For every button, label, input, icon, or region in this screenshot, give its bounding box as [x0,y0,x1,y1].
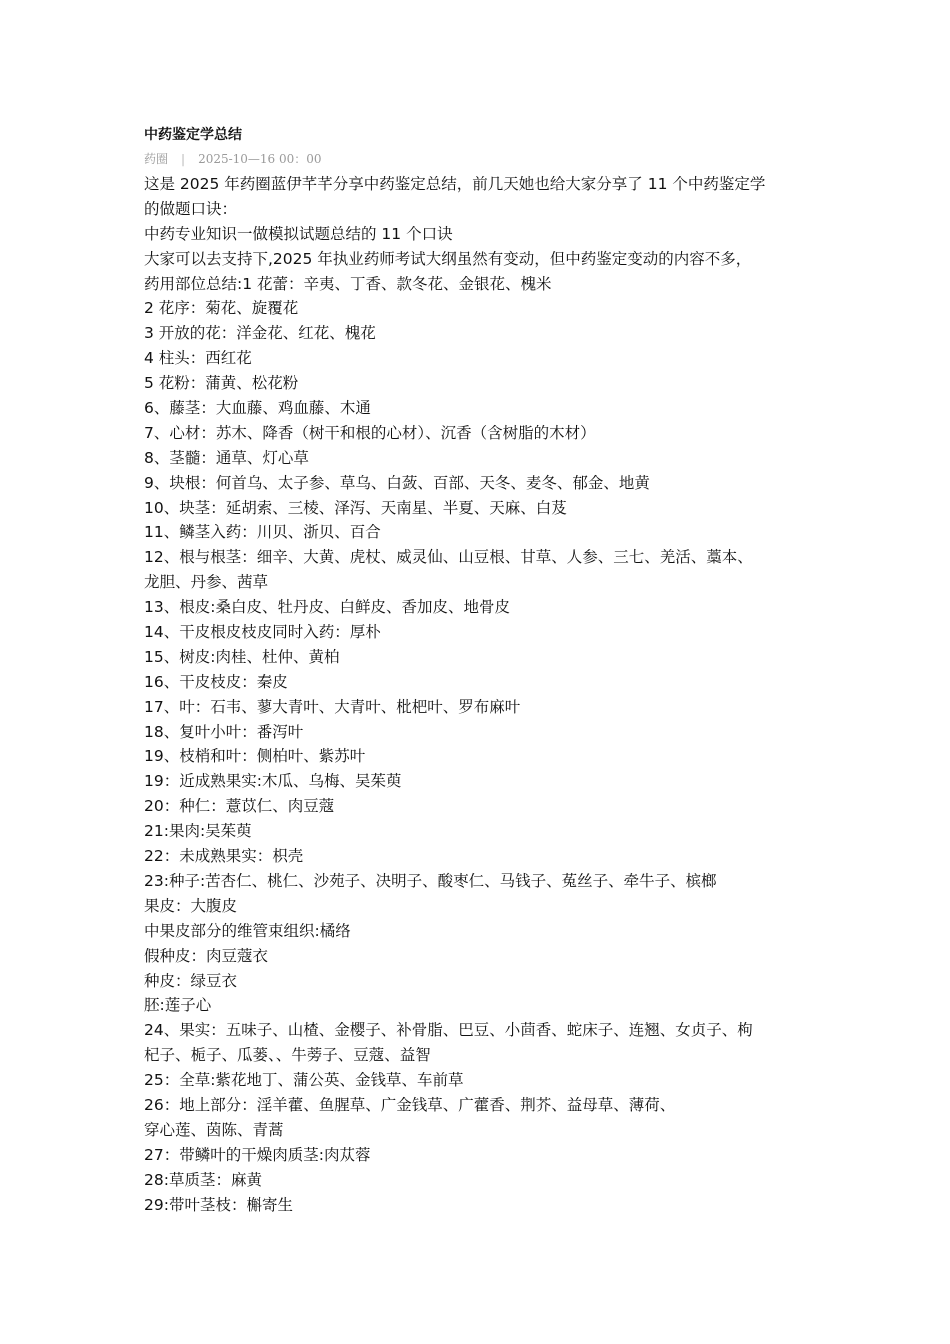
body-line: 胚:莲子心 [144,996,212,1015]
body-line: 果皮：大腹皮 [144,896,238,915]
article-datetime: 2025-10—16 00：00 [198,152,322,166]
body-line: 2 花序：菊花、旋覆花 [144,299,299,318]
body-line: 假种皮：肉豆蔻衣 [144,946,269,965]
body-line: 穿心莲、茵陈、青蒿 [144,1120,284,1139]
body-line: 13、根皮:桑白皮、牡丹皮、白鲜皮、香加皮、地骨皮 [144,598,510,617]
body-line: 19：近成熟果实:木瓜、乌梅、吴茱萸 [144,772,402,791]
body-line: 中药专业知识一做模拟试题总结的 11 个口诀 [144,224,453,243]
body-line: 杞子、栀子、瓜蒌、、牛蒡子、豆蔻、益智 [144,1046,431,1065]
body-line: 的做题口诀： [144,199,238,218]
body-line: 9、块根：何首乌、太子参、草乌、白蔹、百部、天冬、麦冬、郁金、地黄 [144,473,650,492]
body-line: 26：地上部分：淫羊藿、鱼腥草、广金钱草、广藿香、荆芥、益母草、薄荷、 [144,1095,676,1114]
body-line: 22：未成熟果实：枳壳 [144,847,304,866]
meta-separator: | [181,152,186,166]
body-line: 这是 2025 年药圈蓝伊芊芊分享中药鉴定总结，前几天她也给大家分享了 11 个中药鉴定学 [144,175,766,193]
body-line: 27：带鳞叶的干燥肉质茎:肉苁蓉 [144,1145,371,1164]
body-line: 19、枝梢和叶：侧柏叶、紫苏叶 [144,747,366,766]
body-line: 25：全草:紫花地丁、蒲公英、金钱草、车前草 [144,1071,464,1090]
body-line: 15、树皮:肉桂、杜仲、黄柏 [144,647,340,666]
article-source[interactable]: 药圈 [144,152,169,166]
article-meta [144,146,814,172]
body-line: 12、根与根茎：细辛、大黄、虎杖、威灵仙、山豆根、甘草、人参、三七、羌活、藁本、 [144,548,753,567]
article [144,124,814,1217]
body-line: 7、心材：苏木、降香（树干和根的心材）、沉香（含树脂的木材） [144,423,596,442]
body-line: 龙胆、丹参、茜草 [144,573,269,592]
body-line: 4 柱头：西红花 [144,349,252,368]
body-line: 18、复叶小叶：番泻叶 [144,722,304,741]
body-line: 6、藤茎：大血藤、鸡血藤、木通 [144,399,371,418]
body-line: 种皮：绿豆衣 [144,971,238,990]
body-line: 8、茎髓：通草、灯心草 [144,448,309,467]
body-line: 大家可以去支持下,2025 年执业药师考试大纲虽然有变动，但中药鉴定变动的内容不多， [144,249,752,268]
body-line: 16、干皮枝皮：秦皮 [144,672,288,691]
body-line: 17、叶：石韦、蓼大青叶、大青叶、枇杷叶、罗布麻叶 [144,697,521,716]
body-line: 20：种仁：薏苡仁、肉豆蔻 [144,797,335,816]
body-line: 28:草质茎：麻黄 [144,1170,262,1189]
article-body [144,172,814,1217]
article-title: 中药鉴定学总结 [144,127,242,143]
body-line: 5 花粉：蒲黄、松花粉 [144,374,299,393]
body-line: 中果皮部分的维管束组织:橘络 [144,921,351,940]
body-line: 21:果肉:吴茱萸 [144,822,252,841]
body-line: 23:种子:苦杏仁、桃仁、沙苑子、决明子、酸枣仁、马钱子、菟丝子、牵牛子、槟榔 [144,871,717,890]
body-line: 14、干皮根皮枝皮同时入药：厚朴 [144,623,381,642]
body-line: 11、鳞茎入药：川贝、浙贝、百合 [144,523,381,542]
body-line: 3 开放的花：洋金花、红花、槐花 [144,324,376,343]
body-line: 29:带叶茎枝：槲寄生 [144,1195,293,1214]
body-line: 药用部位总结:1 花蕾：辛夷、丁香、款冬花、金银花、槐米 [144,274,552,293]
body-line: 10、块茎：延胡索、三棱、泽泻、天南星、半夏、天麻、白芨 [144,498,567,517]
body-line: 24、果实：五味子、山楂、金樱子、补骨脂、巴豆、小茴香、蛇床子、连翘、女贞子、枸 [144,1021,753,1040]
